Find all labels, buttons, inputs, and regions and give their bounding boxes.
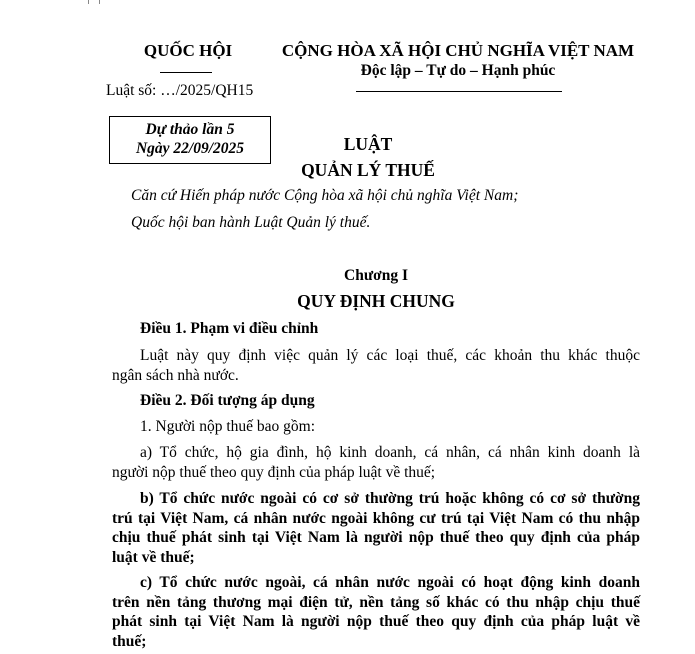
issuer-title: QUỐC HỘI bbox=[143, 41, 233, 60]
chapter-title: QUY ĐỊNH CHUNG bbox=[297, 291, 455, 311]
article-1-line: Luật này quy định việc quản lý các loại thuế, các khoản thu khác thuộc bbox=[140, 347, 640, 364]
draft-version: Dự thảo lần 5 bbox=[145, 121, 235, 138]
law-name: QUẢN LÝ THUẾ bbox=[301, 160, 435, 180]
point-b-line: luật về thuế; bbox=[112, 548, 195, 566]
point-c-line: phát sinh tại Việt Nam là người nộp thuế theo quy định của pháp luật về bbox=[112, 613, 640, 630]
law-number: Luật số: …/2025/QH15 bbox=[106, 82, 254, 99]
point-b-line: chịu thuế phát sinh tại Việt Nam là người nộp thuế theo quy định của pháp bbox=[112, 529, 640, 546]
article-2-point-c bbox=[112, 573, 640, 651]
article-2-heading: Điều 2. Đối tượng áp dụng bbox=[140, 392, 315, 409]
point-b-line: b) Tổ chức nước ngoài có cơ sở thường trú hoặc không có cơ sở thường bbox=[140, 490, 640, 507]
article-1-heading: Điều 1. Phạm vi điều chỉnh bbox=[140, 320, 319, 337]
article-1-line: ngân sách nhà nước. bbox=[112, 367, 239, 384]
chapter-number: Chương I bbox=[344, 267, 408, 284]
point-c-line: trên nền tảng thương mại điện tử, nền tảng số khác có thu nhập chịu thuế bbox=[112, 593, 640, 611]
article-2-point-b bbox=[112, 489, 640, 567]
draft-stamp-box bbox=[109, 116, 271, 164]
draft-date: Ngày 22/09/2025 bbox=[135, 140, 245, 157]
article-2-item-1: 1. Người nộp thuế bao gồm: bbox=[140, 418, 316, 435]
motto-underline bbox=[356, 91, 562, 92]
point-c-line: c) Tổ chức nước ngoài, cá nhân nước ngoài có hoạt động kinh doanh bbox=[140, 574, 640, 591]
article-2-point-a bbox=[112, 443, 640, 483]
national-motto: Độc lập – Tự do – Hạnh phúc bbox=[360, 62, 556, 79]
point-a-line: a) Tổ chức, hộ gia đình, hộ kinh doanh, cá nhân, cá nhân kinh doanh là bbox=[140, 444, 640, 461]
preamble-basis: Căn cứ Hiến pháp nước Cộng hòa xã hội chủ nghĩa Việt Nam; bbox=[131, 187, 519, 204]
country-title: CỘNG HÒA XÃ HỘI CHỦ NGHĨA VIỆT NAM bbox=[281, 41, 635, 60]
preamble-enactment: Quốc hội ban hành Luật Quản lý thuế. bbox=[131, 214, 371, 231]
point-b-line: trú tại Việt Nam, cá nhân nước ngoài không cư trú tại Việt Nam có thu nhập bbox=[112, 509, 640, 527]
point-a-line: người nộp thuế theo quy định của pháp luật về thuế; bbox=[112, 464, 436, 481]
article-1-body bbox=[112, 346, 640, 386]
document-type: LUẬT bbox=[343, 134, 393, 154]
point-c-line: thuế; bbox=[112, 632, 147, 650]
page-corner-mark bbox=[88, 0, 100, 4]
issuer-underline bbox=[160, 72, 212, 73]
